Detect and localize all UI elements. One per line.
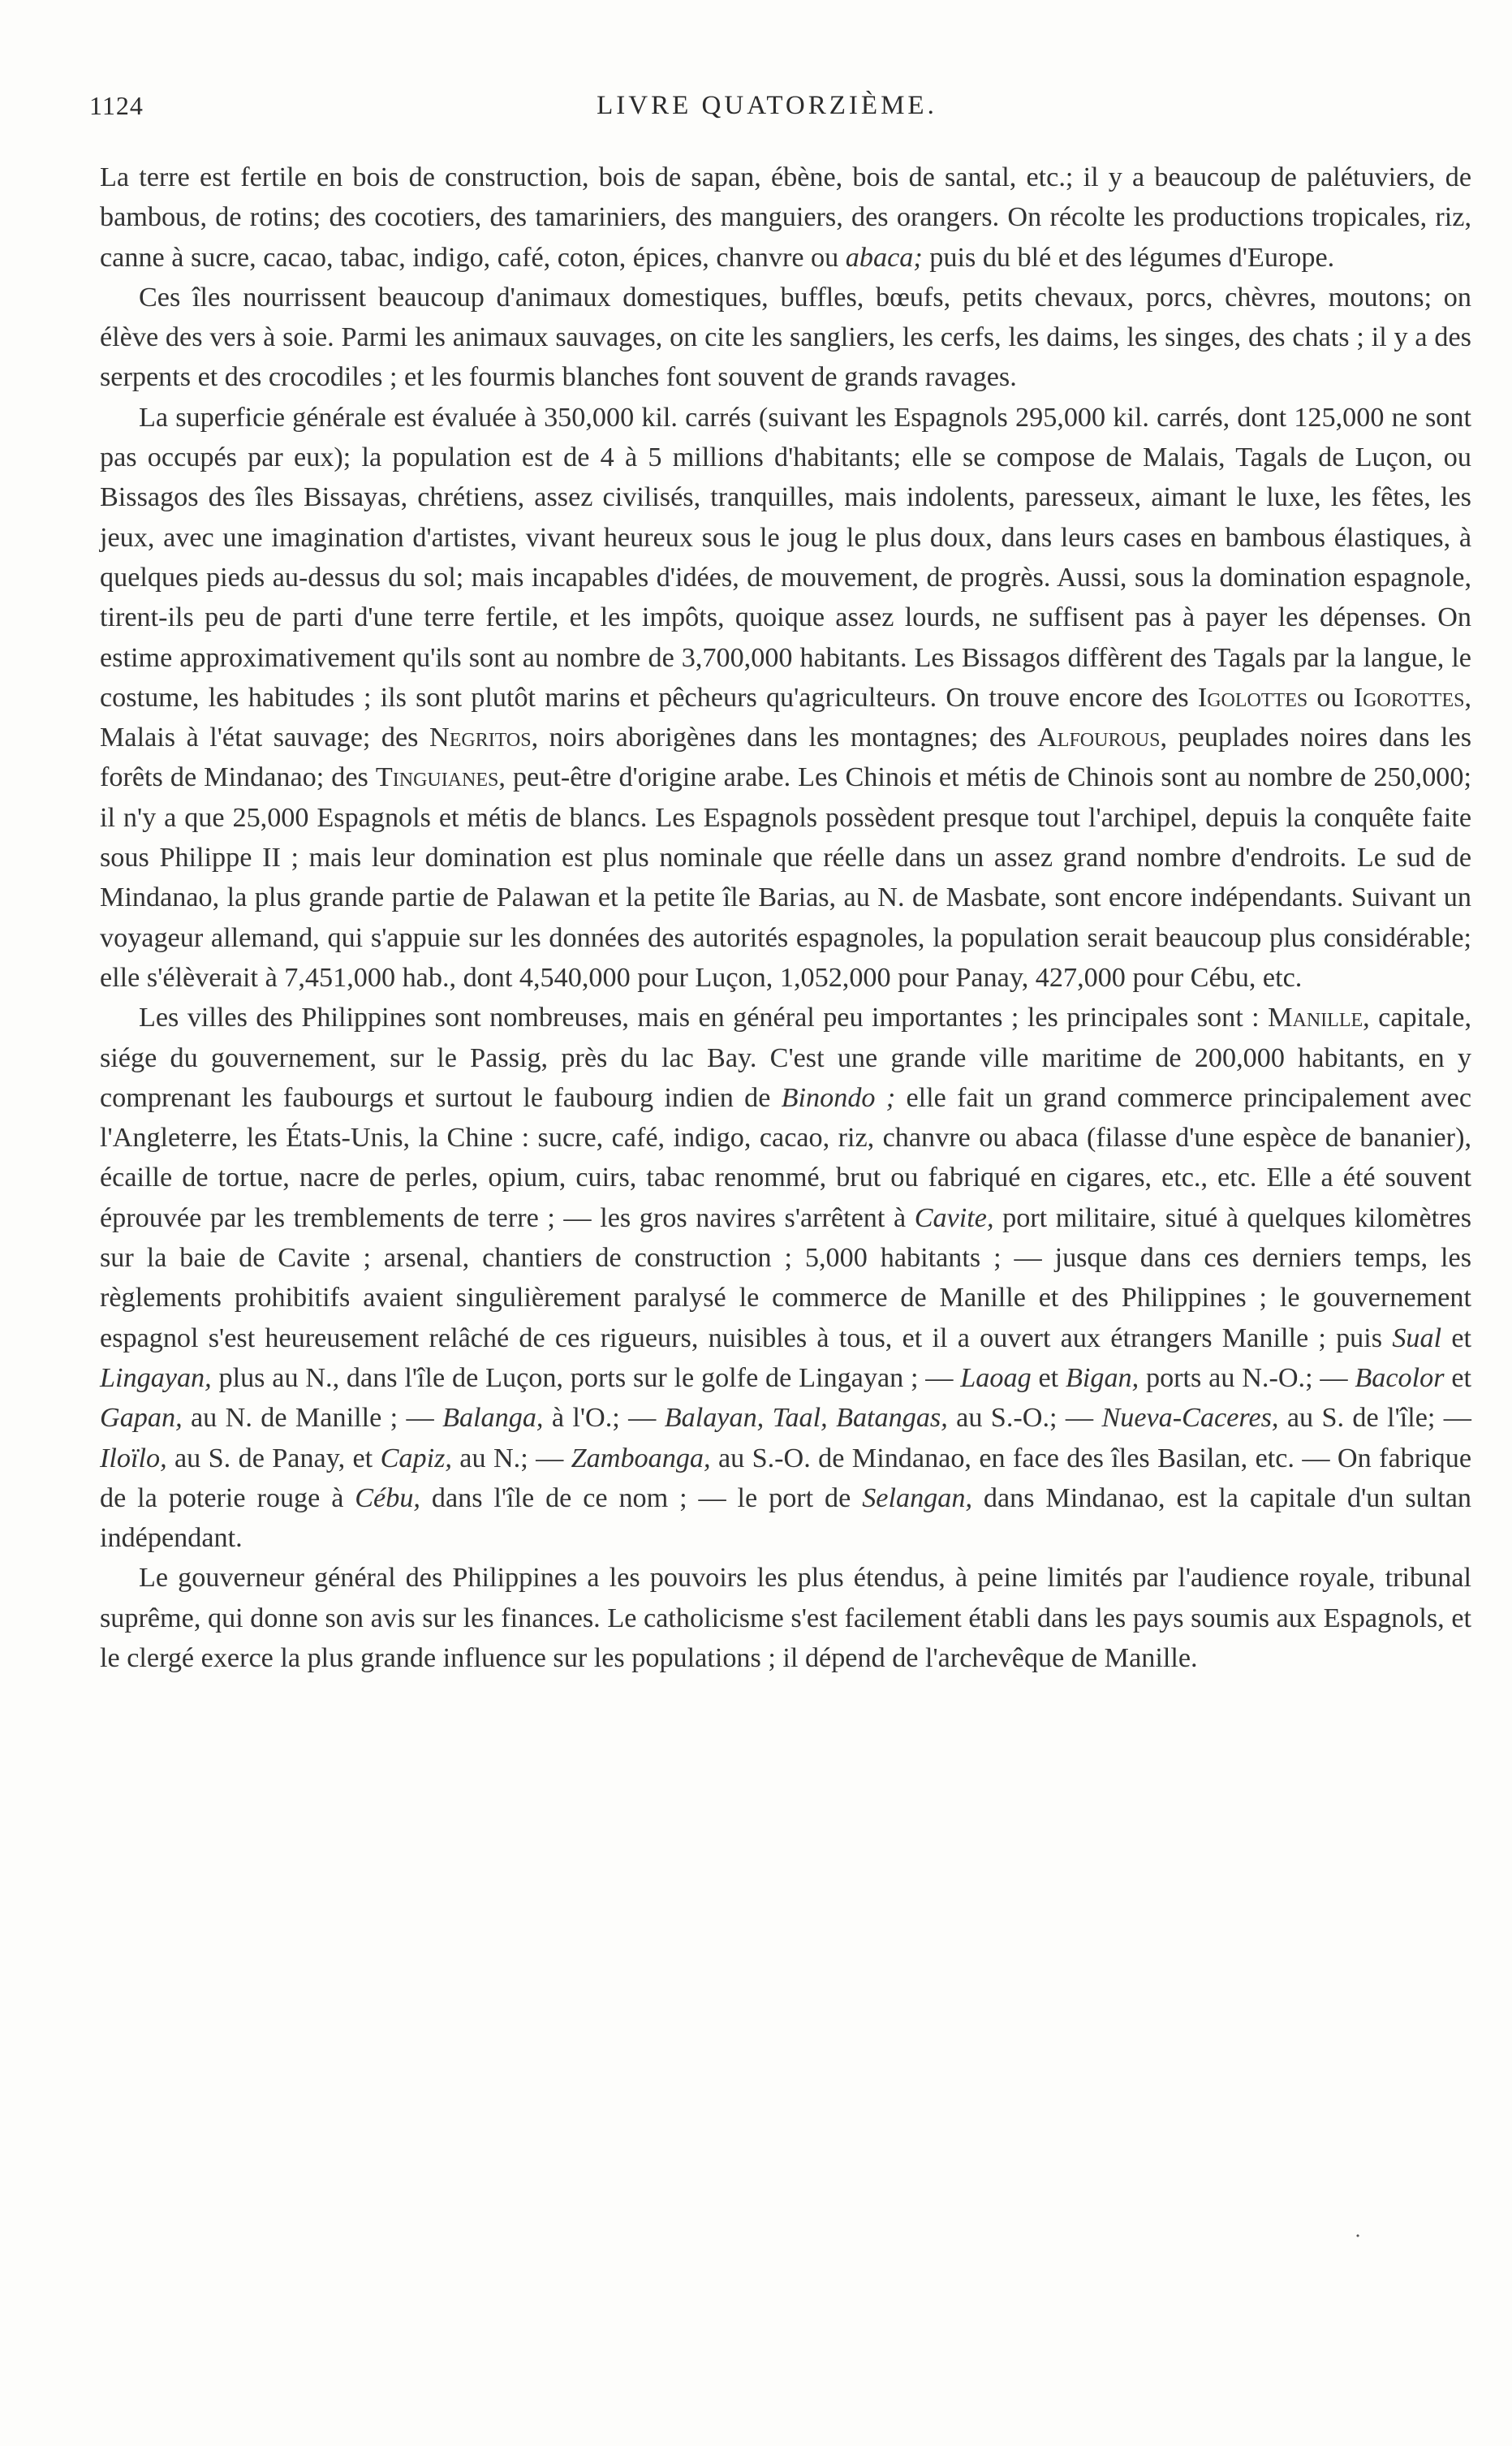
italic-term: Cébu,: [355, 1482, 420, 1513]
body-text: [100, 157, 1471, 1678]
text-run: elle fait un grand commerce principalement avec l'Angleterre, les États-Unis, la Chine : sucre, café, indigo, cacao, riz, chanvre ou abaca (filasse d'une espèce de bananier), écaille de tortue, nacre de perles, opium, cuirs, tabac renommé, brut ou fabriqué en cigares, etc., etc. Elle a été souvent éprouvée par les tremblements de terre ; — les gros navires s'arrêtent à: [100, 1082, 1471, 1233]
italic-term: Cavite,: [914, 1202, 994, 1233]
smallcaps-term: Igorottes: [1353, 682, 1465, 713]
smallcaps-term: Negritos: [429, 723, 532, 753]
text-run: La superficie générale est évaluée à 350,000 kil. carrés (suivant les Espagnols 295,000 kil. carrés, dont 125,000 ne sont pas occupés par eux); la population est de 4 à 5 millions d'habitants; elle se compose de Malais, Tagals de Luçon, ou Bissagos des îles Bissayas, chrétiens, assez civilisés, tranquilles, mais indolents, paresseux, aimant le luxe, les fêtes, les jeux, avec une imagination d'artistes, vivant heureux sous le joug le plus doux, dans leurs cases en bambous élastiques, à quelques pieds au-dessus du sol; mais incapables d'idées, de mouvement, de progrès. Aussi, sous la domination espagnole, tirent-ils peu de parti d'une terre fertile, et les impôts, quoique assez lourds, ne suffisent pas à payer les dépenses. On estime approximativement qu'ils sont au nombre de 3,700,000 habitants. Les Bissagos diffèrent des Tagals par la langue, le costume, les habitudes ; ils sont plutôt marins et pêcheurs qu'agriculteurs. On trouve encore des: [100, 402, 1471, 713]
italic-term: Nueva-Caceres,: [1101, 1403, 1279, 1434]
text-run: au N. de Manille ; —: [182, 1403, 443, 1434]
text-run: ports au N.-O.; —: [1139, 1362, 1355, 1393]
paragraph-cities: [100, 998, 1471, 1558]
italic-term: Sual: [1392, 1322, 1442, 1353]
italic-term: Lingayan,: [100, 1362, 212, 1393]
text-run: au N.; —: [451, 1443, 571, 1473]
paragraph-animals: Ces îles nourrissent beaucoup d'animaux domestiques, buffles, bœufs, petits chevaux, porcs, chèvres, moutons; on élève des vers à soie. Parmi les animaux sauvages, on cite les sangliers, les cerfs, les daims, les singes, des chats ; il y a des serpents et des crocodiles ; et les fourmis blanches font souvent de grands ravages.: [100, 282, 1471, 393]
italic-term: Gapan,: [100, 1403, 183, 1434]
italic-term: Balanga,: [442, 1403, 544, 1434]
text-run: , capitale, siége du gouvernement, sur le Passig, près du lac Bay. C'est une grande ville maritime de 200,000 habitants, en y comprenant les faubourgs et surtout le faubourg indien de: [100, 1003, 1471, 1113]
running-head: [89, 91, 1445, 130]
smallcaps-term: Alfourous: [1037, 723, 1161, 753]
text-run: La terre est fertile en bois de construction, bois de sapan, ébène, bois de santal, etc.; il y a beaucoup de palétuviers, de bambous, de rotins; des cocotiers, des tamariniers, des manguiers, des orangers. On récolte les productions tropicales, riz, canne à sucre, cacao, tabac, indigo, café, coton, épices, chanvre ou: [100, 162, 1471, 273]
italic-term: Capiz,: [380, 1443, 452, 1473]
text-run: et: [1444, 1362, 1472, 1393]
italic-term: Balayan, Taal, Batangas,: [664, 1403, 948, 1434]
paragraph-government: Le gouverneur général des Philippines a les pouvoirs les plus étendus, à peine limités par l'audience royale, tribunal suprême, qui donne son avis sur les finances. Le catholicisme s'est facilement établi dans les pays soumis aux Espagnols, et le clergé exerce la plus grande influence sur les populations ; il dépend de l'archevêque de Manille.: [100, 1563, 1471, 1673]
text-run: ou: [1307, 682, 1354, 713]
text-run: au S. de Panay, et: [166, 1443, 381, 1473]
text-run: , noirs aborigènes dans les montagnes; des: [531, 723, 1038, 753]
text-run: puis du blé et des légumes d'Europe.: [922, 242, 1335, 273]
paragraph-population: [100, 398, 1471, 998]
smallcaps-term: Manille: [1268, 1003, 1363, 1033]
italic-term: Zamboanga,: [571, 1443, 711, 1473]
italic-term: abaca;: [845, 242, 923, 273]
text-run: , Malais à l'état sauvage; des: [100, 682, 1472, 753]
text-run: plus au N., dans l'île de Luçon, ports sur le golfe de Lingayan ; —: [211, 1362, 961, 1393]
stray-ink-mark: ˙: [1354, 2229, 1362, 2256]
text-run: au S.-O. de Mindanao, en face des îles Basilan, etc. — On fabrique de la poterie rouge à: [100, 1443, 1471, 1513]
italic-term: Selangan,: [862, 1482, 972, 1513]
text-run: et: [1441, 1322, 1471, 1353]
text-run: Les villes des Philippines sont nombreuses, mais en général peu importantes ; les principales sont :: [139, 1003, 1269, 1033]
italic-term: Binondo ;: [781, 1082, 896, 1113]
italic-term: Iloïlo,: [100, 1443, 167, 1473]
text-run: au S. de l'île; —: [1278, 1403, 1471, 1434]
paragraph-vegetation: [100, 157, 1471, 278]
text-run: dans l'île de ce nom ; — le port de: [420, 1482, 863, 1513]
text-run: et: [1031, 1362, 1066, 1393]
text-run: à l'O.; —: [543, 1403, 665, 1434]
text-run: dans Mindanao, est la capitale d'un sultan indépendant.: [100, 1482, 1472, 1554]
text-run: au S.-O.; —: [947, 1403, 1102, 1434]
text-run: , peuplades noires dans les forêts de Mindanao; des: [100, 723, 1472, 793]
italic-term: Bacolor: [1355, 1362, 1445, 1393]
smallcaps-term: Igolottes: [1197, 682, 1308, 713]
italic-term: Laoag: [960, 1362, 1032, 1393]
text-run: port militaire, situé à quelques kilomètres sur la baie de Cavite ; arsenal, chantiers de construction ; 5,000 habitants ; — jusque dans ces derniers temps, les règlements prohibitifs avaient singulièrement paralysé le commerce de Manille et des Philippines ; le gouvernement espagnol s'est heureusement relâché de ces rigueurs, nuisibles à tous, et il a ouvert aux étrangers Manille ; puis: [100, 1202, 1472, 1353]
running-title: LIVRE QUATORZIÈME.: [597, 91, 937, 120]
smallcaps-term: Tinguianes: [375, 762, 499, 793]
text-run: , peut-être d'origine arabe. Les Chinois et métis de Chinois sont au nombre de 250,000; il n'y a que 25,000 Espagnols et métis de blancs. Les Espagnols possèdent presque tout l'archipel, depuis la conquête faite sous Philippe II ; mais leur domination est plus nominale que réelle dans un assez grand nombre d'endroits. Le sud de Mindanao, la plus grande partie de Palawan et la petite île Barias, au N. de Masbate, sont encore indépendants. Suivant un voyageur allemand, qui s'appuie sur les données des autorités espagnoles, la population serait beaucoup plus considérable; elle s'élèverait à 7,451,000 hab., dont 4,540,000 pour Luçon, 1,052,000 pour Panay, 427,000 pour Cébu, etc.: [100, 762, 1471, 993]
italic-term: Bigan,: [1065, 1362, 1139, 1393]
page-number: 1124: [89, 91, 144, 120]
